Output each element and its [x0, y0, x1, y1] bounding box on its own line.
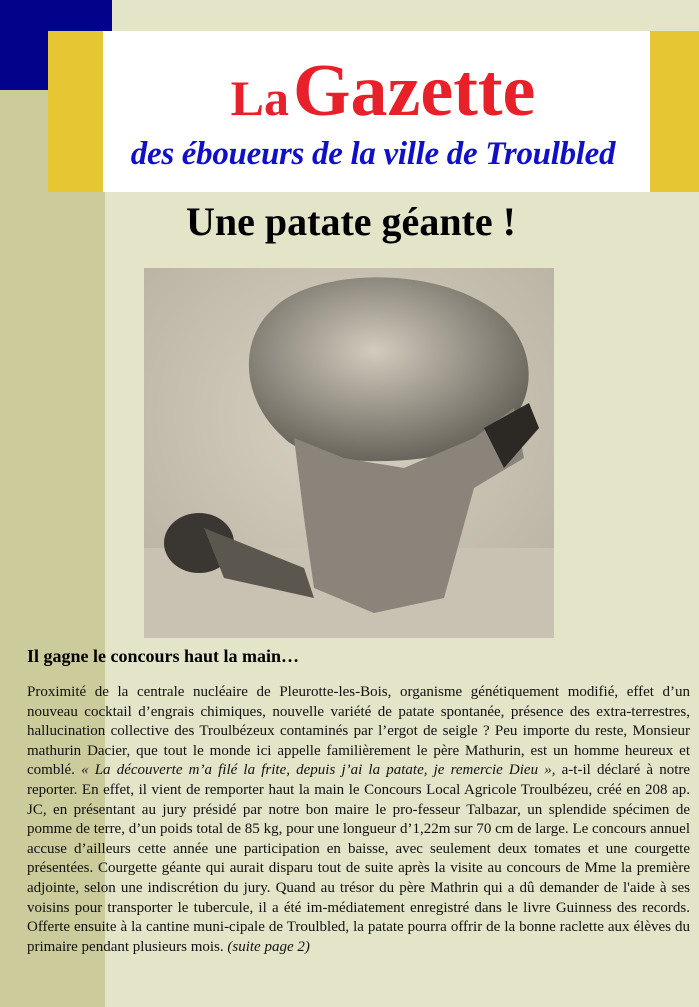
continued-link[interactable]: (suite page 2)	[227, 938, 310, 955]
article-body-part1: Proximité de la centrale nucléaire de Pleurotte-les-Bois, organisme génétiquement modifié, effet d’un nouveau cocktail d’engrais chimiques, nouvelle variété de patate spontanée, présence des extra-terrestres, hallucination collective des Troulbézeux contaminés par l’ergot de seigle ? Peu importe du reste, Monsieur mathurin Dacier, que tout le monde ici appelle familièrement le père Mathurin, est un homme heureux et comblé.	[27, 684, 690, 779]
article-subheading: Il gagne le concours haut la main…	[27, 646, 300, 666]
masthead-title-gazette: Gazette	[292, 50, 536, 132]
article-headline: Une patate géante !	[186, 199, 516, 244]
article-quote: « La découverte m’a filé la frite, depuis j’ai la patate, je remercie Dieu »	[81, 762, 552, 779]
article-photo	[144, 268, 554, 638]
masthead-subtitle: des éboueurs de la ville de Troulbled	[130, 136, 616, 172]
masthead-title-la: La	[230, 70, 289, 126]
masthead-banner	[48, 31, 699, 192]
article-body	[27, 683, 690, 957]
masthead-title	[163, 49, 603, 134]
article-body-part2: , a-t-il déclaré à notre reporter. En effet, il vient de remporter haut la main le Concours Local Agricole Troulbézeu, créé en 208 ap. JC, en présentant au jury présidé par notre bon maire le pro-fesseur Talbazar, un splendide spécimen de pomme de terre, d’un poids total de 85 kg, pour une longueur d’1,22m sur 70 cm de large. Le concours annuel accuse d’ailleurs cette année une participation en baisse, avec seulement deux tomates et une courgette présentées. Courgette géante qui aurait disparu tout de suite après la visite au concours de Mme la première adjointe, selon une indiscrétion du jury. Quand au trésor du père Mathrin qui a dû demander de l'aide à ses voisins pour transporter le tubercule, il a été im-médiatement enregistré dans le livre Guinness des records. Offerte ensuite à la cantine muni-cipale de Troulbled, la patate pourra offrir de la bonne raclette aux élèves du primaire pendant plusieurs mois.	[27, 762, 691, 955]
